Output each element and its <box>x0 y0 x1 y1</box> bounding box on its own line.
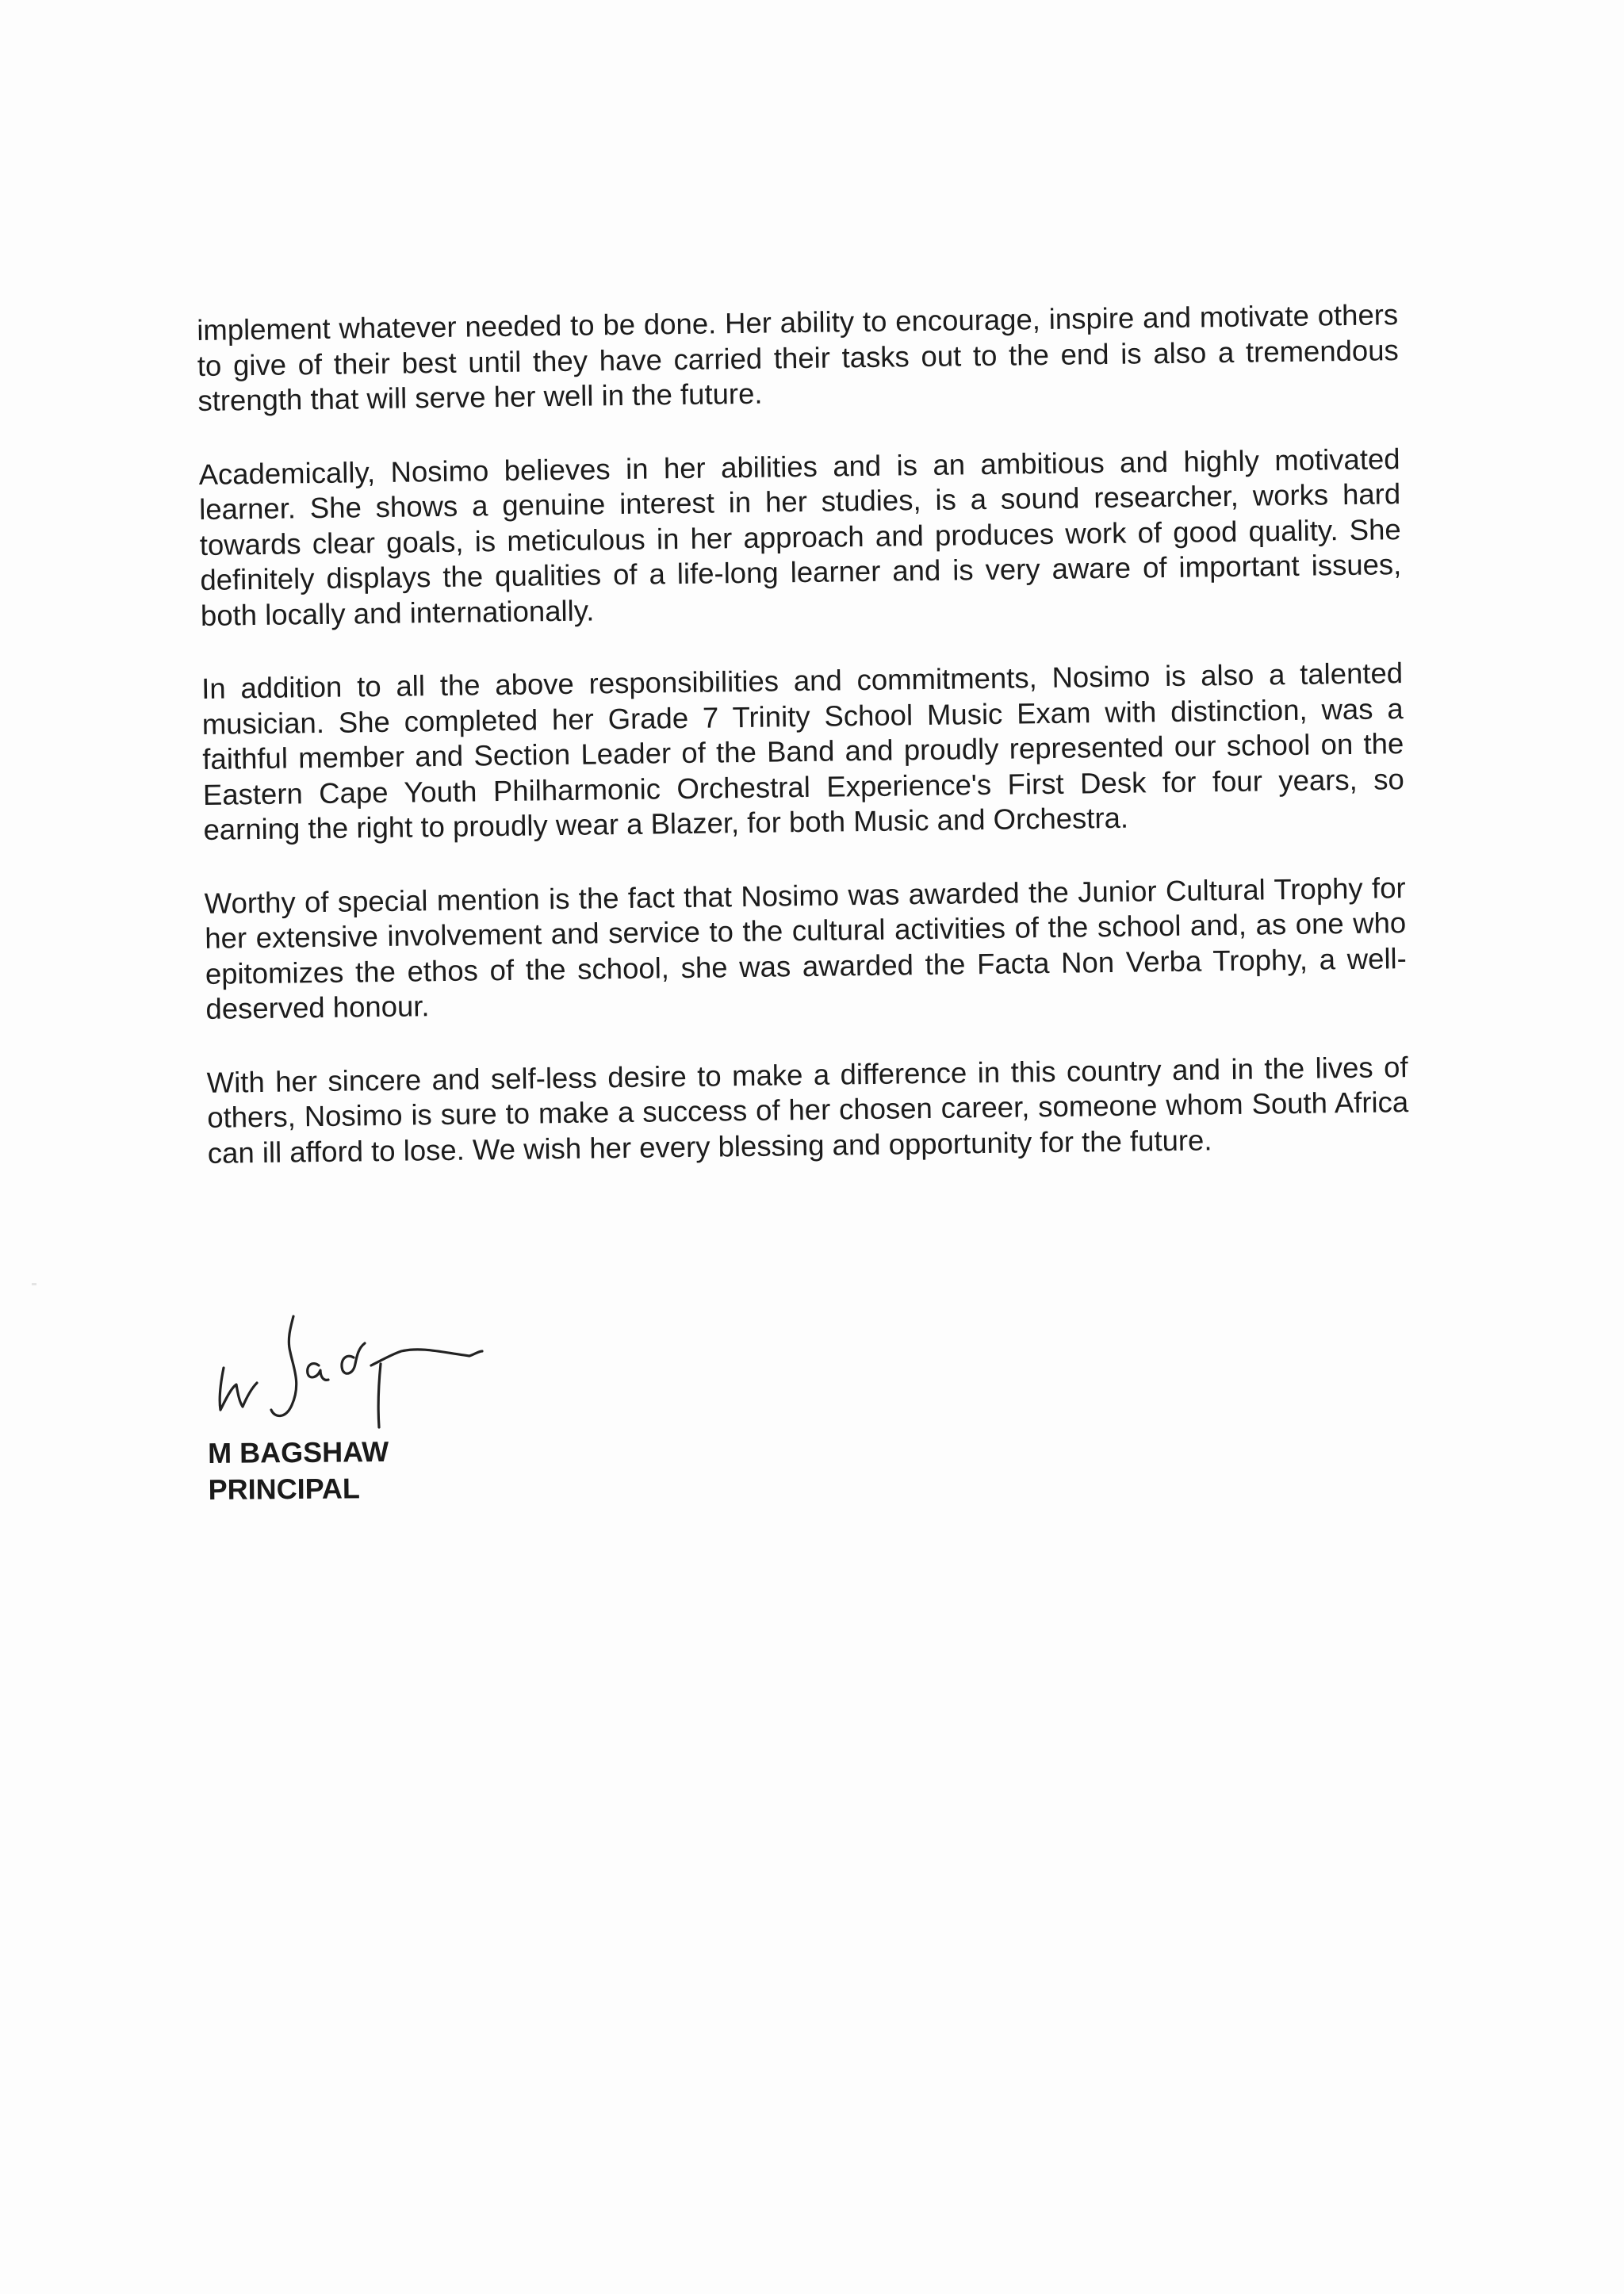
paragraph-academics: Academically, Nosimo believes in her abilities and is an ambitious and highly motivated learner. She shows a genuine interest in her studies, is a sound researcher, works hard towards clear goals, is meticulous in her approach and produces work of good quality. She definitely displays the qualities of a life-long learner and is very aware of important issues, both locally and internationally. <box>198 442 1402 632</box>
paragraph-leadership: implement whatever needed to be done. Her ability to encourage, inspire and motivate others to give of their best until they have carried their tasks out to the end is also a tremendous strength that will serve her well in the future. <box>197 298 1400 417</box>
signatory-name: M BAGSHAW <box>208 1435 389 1469</box>
handwritten-signature <box>214 1308 484 1435</box>
letter-body <box>197 297 1410 1209</box>
paragraph-closing: With her sincere and self-less desire to make a difference in this country and in the lives of others, Nosimo is sure to make a success of her chosen career, someone whom South Africa can ill afford to lose. We wish her every blessing and opportunity for the future. <box>206 1050 1409 1170</box>
paragraph-awards: Worthy of special mention is the fact that Nosimo was awarded the Junior Cultural Trophy for her extensive involvement and service to the cultural activities of the school and, as one who epitomizes the ethos of the school, she was awarded the Facta Non Verba Trophy, a well-deserved honour. <box>204 871 1408 1025</box>
signatory-title: PRINCIPAL <box>208 1472 361 1506</box>
signatory-block <box>208 1434 389 1508</box>
scan-speck <box>32 1283 36 1285</box>
paragraph-music: In addition to all the above responsibilities and commitments, Nosimo is also a talented musician. She completed her Grade 7 Trinity School Music Exam with distinction, was a faithful member and Section Leader of the Band and proudly represented our school on the Eastern Cape Youth Philharmonic Orchestral Experience's First Desk for four years, so earning the right to proudly wear a Blazer, for both Music and Orchestra. <box>201 657 1405 846</box>
